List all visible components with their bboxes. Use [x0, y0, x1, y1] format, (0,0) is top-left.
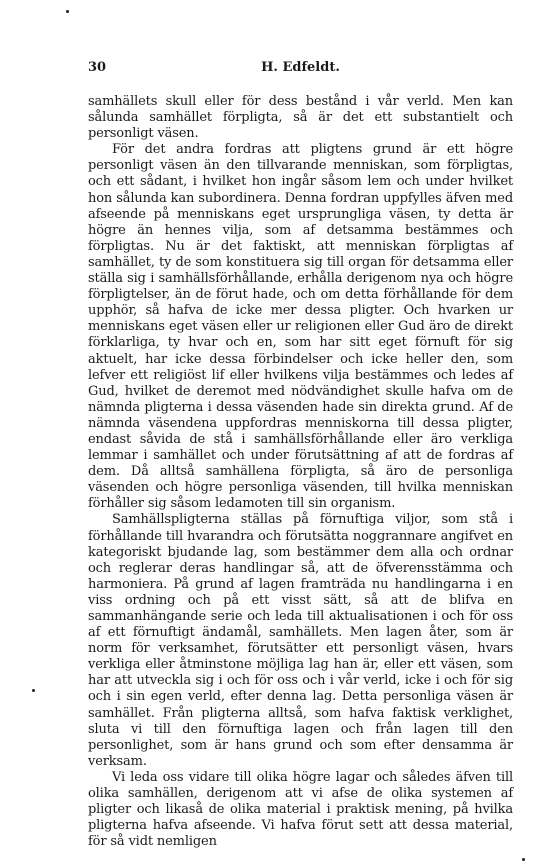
paragraph: Samhällspligterna ställas på förnuftiga viljor, som stå i förhållande till hvarandra och förutsätta noggrannare angifvet en kategoriskt bjudande lag, som bestämmer dem alla och ordnar och reglerar deras handlingar så, att de öfverensstämma och harmoniera. På grund af lagen framträda nu handlingarna i en viss ordning och på ett visst sätt, så att de blifva en sammanhängande serie och leda till aktualisationen i och för oss af ett förnuftigt ändamål, samhällets. Men lagen åter, som är norm för verksamhet, förutsätter ett personligt väsen, hvars verkliga eller åtminstone möjliga lag han är, eller ett väsen, som har att utveckla sig i och för oss och i vår verld, icke i och för sig och i sin egen verld, efter denna lag. Detta personliga väsen är samhället. Från pligterna alltså, som hafva faktisk verklighet, sluta vi till den förnuftiga lagen och från lagen till den personlighet, som är hans grund och som efter densamma är verksam.: [88, 512, 513, 769]
print-speck: [32, 689, 35, 692]
paragraph-continuation: samhällets skull eller för dess bestånd i vår verld. Men kan sålunda samhället förpligta, så är det ett substantielt och personligt väsen.: [88, 94, 513, 142]
print-speck: [66, 10, 69, 13]
paragraph: För det andra fordras att pligtens grund är ett högre personligt väsen än den tillvarande menniskan, som förpligtas, och ett sådant, i hvilket hon ingår såsom lem och under hvilket hon sålunda kan subordinera. Denna fordran uppfylles äfven med afseende på menniskans eget ursprungliga väsen, ty detta är högre än hennes vilja, som af detsamma bestämmes och förpligtas. Nu är det faktiskt, att menniskan förpligtas af samhället, ty de som konstituera sig till organ för detsamma eller ställa sig i samhällsförhållande, erhålla derigenom nya och högre förpligtelser, än de förut hade, och om detta förhållande för dem upphör, så hafva de icke mer dessa pligter. Och hvarken ur menniskans eget väsen eller ur religionen eller Gud äro de direkt förklarliga, ty hvar och en, som har sitt eget förnuft för sig aktuelt, har icke dessa förbindelser och icke heller den, som lefver ett religiöst lif eller hvilkens vilja bestämmes och ledes af Gud, hvilket de deremot med nödvändighet skulle hafva om de nämnda pligterna i dessa väsenden hade sin direkta grund. Af de nämnda väsendena uppfordras menniskorna till dessa pligter, endast såvida de stå i samhällsförhållande eller äro verkliga lemmar i samhället och under förutsättning af att de fordras af dem. Då alltså samhällena förpligta, så äro de personliga väsenden och högre personliga väsenden, till hvilka menniskan förhåller sig såsom ledamoten till sin organism.: [88, 142, 513, 512]
paragraph: Vi leda oss vidare till olika högre lagar och således äfven till olika samhällen, derigenom att vi afse de olika systemen af pligter och likaså de olika material i praktisk mening, på hvilka pligterna hafva afseende. Vi hafva förut sett att dessa material, för så vidt nemligen: [88, 769, 513, 850]
running-title: H. Edfeldt.: [261, 60, 340, 75]
print-speck: [522, 858, 525, 861]
page-number: 30: [88, 60, 107, 75]
body-text: [88, 94, 513, 850]
running-head: [88, 60, 513, 78]
